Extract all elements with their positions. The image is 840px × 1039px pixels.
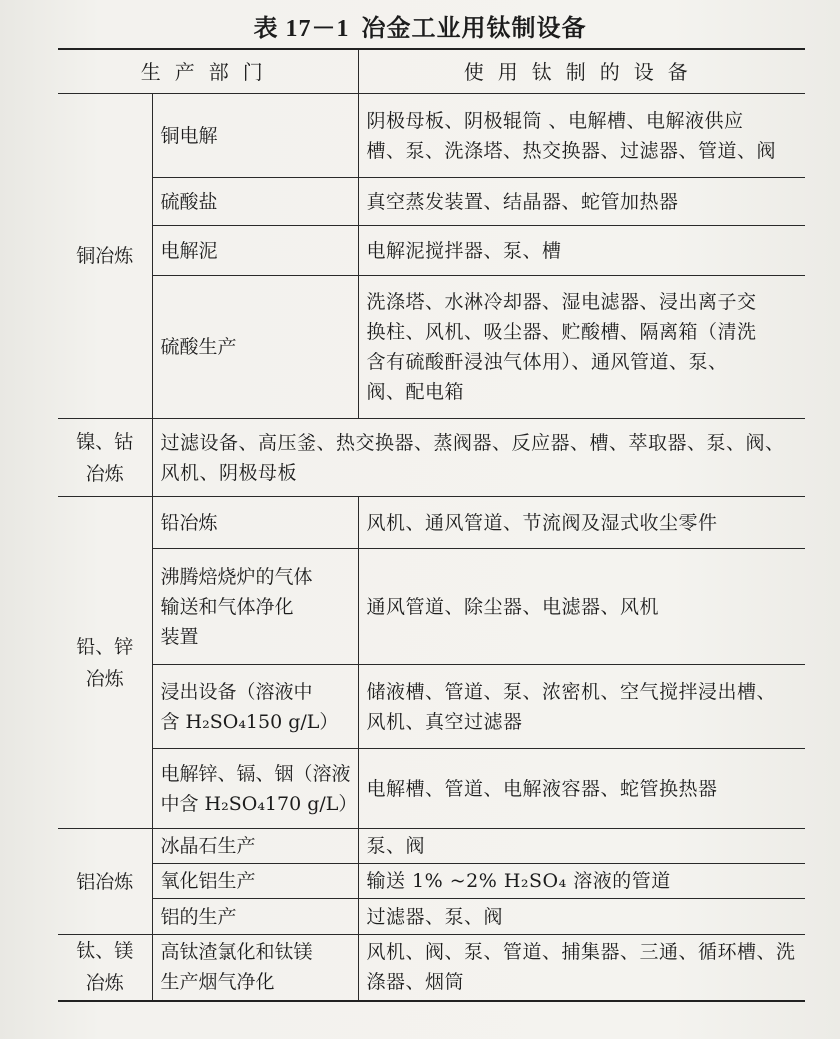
equipment-cell: 通风管道、除尘器、电滤器、风机 bbox=[358, 549, 805, 665]
table-title bbox=[0, 8, 840, 43]
table-row bbox=[58, 899, 805, 935]
equipment-cell: 风机、通风管道、节流阀及湿式收尘零件 bbox=[358, 497, 805, 549]
sub-dept: 电解泥 bbox=[152, 226, 358, 276]
header-row bbox=[58, 49, 805, 94]
table-row bbox=[58, 549, 805, 665]
sub-dept: 硫酸生产 bbox=[152, 276, 358, 419]
table-number: 表 17－1 bbox=[253, 16, 350, 42]
sub-dept: 浸出设备（溶液中 含 H₂SO₄150 g/L） bbox=[152, 665, 358, 749]
equipment-cell: 风机、阀、泵、管道、捕集器、三通、循环槽、洗 涤器、烟筒 bbox=[358, 935, 805, 1001]
dept-copper: 铜冶炼 bbox=[58, 94, 152, 419]
sub-dept: 硫酸盐 bbox=[152, 178, 358, 226]
sub-dept: 铅冶炼 bbox=[152, 497, 358, 549]
table-row bbox=[58, 94, 805, 178]
table-row bbox=[58, 749, 805, 829]
sub-dept: 沸腾焙烧炉的气体 输送和气体净化 装置 bbox=[152, 549, 358, 665]
equipment-cell: 储液槽、管道、泵、浓密机、空气搅拌浸出槽、 风机、真空过滤器 bbox=[358, 665, 805, 749]
table-row bbox=[58, 226, 805, 276]
equipment-cell: 阴极母板、阴极辊筒 、电解槽、电解液供应 槽、泵、洗涤塔、热交换器、过滤器、管道、阀 bbox=[358, 94, 805, 178]
dept-aluminum: 铝冶炼 bbox=[58, 829, 152, 935]
dept-titanium-magnesium: 钛、镁 冶炼 bbox=[58, 935, 152, 1001]
header-department: 生产部门 bbox=[58, 49, 358, 94]
sub-dept: 铜电解 bbox=[152, 94, 358, 178]
table-row bbox=[58, 665, 805, 749]
sub-dept: 高钛渣氯化和钛镁 生产烟气净化 bbox=[152, 935, 358, 1001]
table-row bbox=[58, 178, 805, 226]
sub-dept: 冰晶石生产 bbox=[152, 829, 358, 864]
titanium-equipment-table bbox=[58, 48, 805, 1002]
equipment-cell: 过滤器、泵、阀 bbox=[358, 899, 805, 935]
equipment-cell: 洗涤塔、水淋冷却器、湿电滤器、浸出离子交 换柱、风机、吸尘器、贮酸槽、隔离箱（清洗 含有硫酸酐浸浊气体用）、通风管道、泵、 阀、配电箱 bbox=[358, 276, 805, 419]
equipment-cell: 电解槽、管道、电解液容器、蛇管换热器 bbox=[358, 749, 805, 829]
equipment-cell: 输送 1% ~2% H₂SO₄ 溶液的管道 bbox=[358, 864, 805, 899]
table-row bbox=[58, 497, 805, 549]
dept-lead-zinc: 铅、锌 冶炼 bbox=[58, 497, 152, 829]
equipment-cell: 电解泥搅拌器、泵、槽 bbox=[358, 226, 805, 276]
equipment-cell: 真空蒸发装置、结晶器、蛇管加热器 bbox=[358, 178, 805, 226]
sub-dept: 电解锌、镉、铟（溶液 中含 H₂SO₄170 g/L） bbox=[152, 749, 358, 829]
table-row bbox=[58, 276, 805, 419]
equipment-cell: 过滤设备、高压釜、热交换器、蒸阀器、反应器、槽、萃取器、泵、阀、 风机、阴极母板 bbox=[152, 419, 805, 497]
table-row bbox=[58, 935, 805, 1001]
sub-dept: 氧化铝生产 bbox=[152, 864, 358, 899]
equipment-cell: 泵、阀 bbox=[358, 829, 805, 864]
table-caption: 冶金工业用钛制设备 bbox=[361, 13, 587, 42]
header-equipment: 使用钛制的设备 bbox=[358, 49, 805, 94]
sub-dept: 铝的生产 bbox=[152, 899, 358, 935]
table-row bbox=[58, 829, 805, 864]
dept-nickel-cobalt: 镍、钴 冶炼 bbox=[58, 419, 152, 497]
table-row bbox=[58, 419, 805, 497]
table-row bbox=[58, 864, 805, 899]
